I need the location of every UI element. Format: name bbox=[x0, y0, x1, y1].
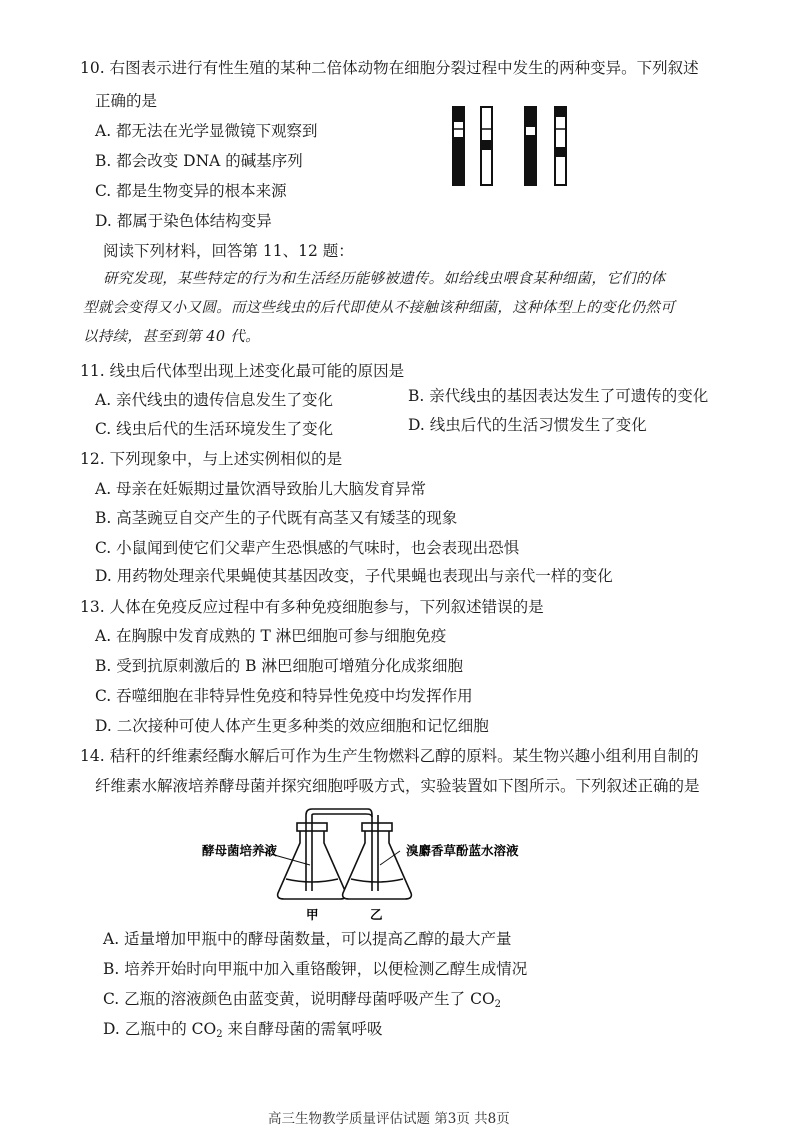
q10-stem-line2: 正确的是 bbox=[95, 92, 158, 110]
q14-option-c-sub: 2 bbox=[494, 999, 502, 1010]
q14-option-b: B. 培养开始时向甲瓶中加入重铬酸钾，以便检测乙醇生成情况 bbox=[103, 960, 528, 978]
flask-jia bbox=[278, 815, 347, 899]
q13-option-b: B. 受到抗原刺激后的 B 淋巴细胞可增殖分化成浆细胞 bbox=[95, 657, 463, 675]
q14-option-d bbox=[103, 1018, 383, 1046]
page-footer: 高三生物教学质量评估试题 第3页 共8页 bbox=[268, 1111, 510, 1127]
q13-option-d: D. 二次接种可使人体产生更多种类的效应细胞和记忆细胞 bbox=[95, 717, 489, 735]
q11-option-c: C. 线虫后代的生活环境发生了变化 bbox=[95, 420, 334, 438]
q14-option-c bbox=[103, 988, 501, 1016]
q10-option-b: B. 都会改变 DNA 的碱基序列 bbox=[95, 152, 303, 170]
q11-option-a: A. 亲代线虫的遗传信息发生了变化 bbox=[95, 391, 334, 409]
q14-stem-line2: 纤维素水解液培养酵母菌并探究细胞呼吸方式，实验装置如下图所示。下列叙述正确的是 bbox=[95, 777, 700, 795]
passage-intro: 阅读下列材料，回答第 11、12 题： bbox=[103, 242, 354, 260]
apparatus-figure bbox=[200, 805, 580, 925]
label-bromothymol-blue: 溴麝香草酚蓝水溶液 bbox=[406, 843, 519, 858]
label-flask-jia: 甲 bbox=[306, 907, 319, 922]
passage-line3: 以持续，甚至到第 40 代。 bbox=[83, 329, 260, 345]
q10-option-a: A. 都无法在光学显微镜下观察到 bbox=[95, 122, 318, 140]
q12-option-a: A. 母亲在妊娠期过量饮酒导致胎儿大脑发育异常 bbox=[95, 480, 427, 498]
q11-option-b: B. 亲代线虫的基因表达发生了可遗传的变化 bbox=[408, 387, 709, 405]
q13-option-c: C. 吞噬细胞在非特异性免疫和特异性免疫中均发挥作用 bbox=[95, 687, 473, 705]
q10-option-c: C. 都是生物变异的根本来源 bbox=[95, 182, 287, 200]
q14-option-c-text: C. 乙瓶的溶液颜色由蓝变黄，说明酵母菌呼吸产生了 CO bbox=[103, 990, 495, 1008]
q11-option-d: D. 线虫后代的生活习惯发生了变化 bbox=[408, 416, 647, 434]
q14-option-d-text: D. 乙瓶中的 CO bbox=[103, 1020, 217, 1038]
q12-option-c: C. 小鼠闻到使它们父辈产生恐惧感的气味时，也会表现出恐惧 bbox=[95, 539, 520, 557]
q13-stem: 13. 人体在免疫反应过程中有多种免疫细胞参与，下列叙述错误的是 bbox=[80, 598, 544, 616]
label-flask-yi: 乙 bbox=[370, 907, 383, 922]
q12-option-b: B. 高茎豌豆自交产生的子代既有高茎又有矮茎的现象 bbox=[95, 509, 458, 527]
chromosome-4 bbox=[555, 107, 566, 185]
chromosome-variation-figure bbox=[445, 105, 585, 190]
flask-yi bbox=[343, 815, 412, 899]
q11-stem: 11. 线虫后代体型出现上述变化最可能的原因是 bbox=[80, 362, 405, 380]
connecting-tube bbox=[306, 809, 372, 817]
passage-line2: 型就会变得又小又圆。而这些线虫的后代即使从不接触该种细菌，这种体型上的变化仍然可 bbox=[83, 300, 675, 316]
q14-option-a: A. 适量增加甲瓶中的酵母菌数量，可以提高乙醇的最大产量 bbox=[103, 930, 512, 948]
q14-option-d-rest: 来自酵母菌的需氧呼吸 bbox=[222, 1020, 383, 1038]
q12-stem: 12. 下列现象中，与上述实例相似的是 bbox=[80, 450, 343, 468]
q10-option-d: D. 都属于染色体结构变异 bbox=[95, 212, 272, 230]
q10-stem-line1: 10. 右图表示进行有性生殖的某种二倍体动物在细胞分裂过程中发生的两种变异。下列叙述 bbox=[80, 59, 699, 77]
passage-line1: 研究发现，某些特定的行为和生活经历能够被遗传。如给线虫喂食某种细菌，它们的体 bbox=[103, 271, 666, 287]
q14-stem-line1: 14. 秸秆的纤维素经酶水解后可作为生产生物燃料乙醇的原料。某生物兴趣小组利用自制的 bbox=[80, 747, 699, 765]
q13-option-a: A. 在胸腺中发育成熟的 T 淋巴细胞可参与细胞免疫 bbox=[95, 627, 447, 645]
label-yeast-culture: 酵母菌培养液 bbox=[202, 843, 278, 858]
q14-option-d-sub: 2 bbox=[216, 1029, 223, 1040]
q12-option-d: D. 用药物处理亲代果蝇使其基因改变，子代果蝇也表现出与亲代一样的变化 bbox=[95, 567, 613, 585]
